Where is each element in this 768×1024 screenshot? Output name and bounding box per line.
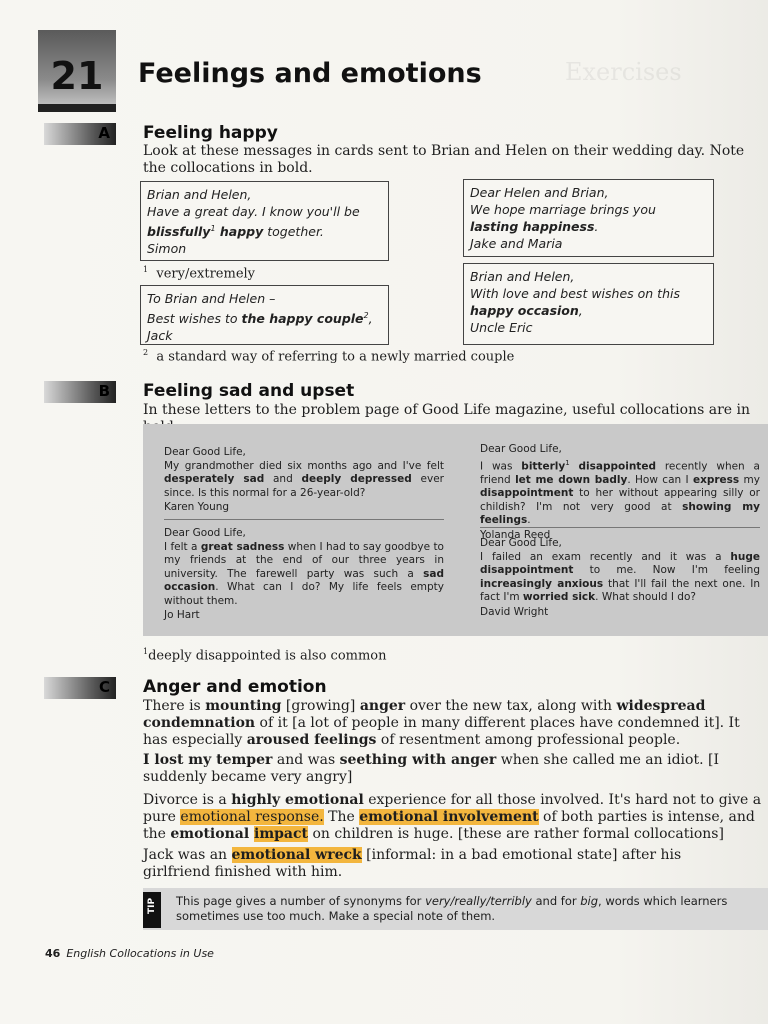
letter-divider xyxy=(480,527,760,528)
letter-signature: Karen Young xyxy=(164,501,230,513)
letter-salutation: Dear Good Life, xyxy=(480,537,562,549)
card-signature: Jack xyxy=(147,328,173,344)
letter-signature: Yolanda Reed xyxy=(480,528,551,541)
section-b-letter: B xyxy=(98,382,110,400)
card-message: Have a great day. I know you'll be blissfully$^1$ happy together. xyxy=(147,204,360,240)
section-a-title: Feeling happy xyxy=(143,123,278,143)
card-message: Best wishes to the happy couple$^2$, xyxy=(147,311,373,327)
section-b-tab xyxy=(44,381,116,403)
card-greeting: To Brian and Helen – xyxy=(147,291,276,306)
card-signature: Simon xyxy=(147,241,187,257)
card-jake-maria xyxy=(463,179,714,257)
letter-divider xyxy=(164,519,444,520)
section-a-letter: A xyxy=(98,124,110,142)
page-number: 46 xyxy=(45,947,61,960)
tip-label: TIP xyxy=(147,897,157,914)
unit-title: Feelings and emotions xyxy=(138,58,482,89)
card-signature: Uncle Eric xyxy=(470,320,533,335)
card-message: With love and best wishes on this happy occasion, xyxy=(470,286,680,318)
bleed-through-text: Exercises xyxy=(565,58,682,86)
tip-text: This page gives a number of synonyms for very/really/terribly and for big, words which learners sometimes use too much. Make a special note of them. xyxy=(176,894,728,923)
card-uncle-eric xyxy=(463,263,714,345)
card-simon xyxy=(140,181,389,261)
section-a-intro: Look at these messages in cards sent to Brian and Helen on their wedding day. Note the collocations in bold. xyxy=(143,143,745,176)
letter-jo xyxy=(164,527,444,623)
card-greeting: Dear Helen and Brian, xyxy=(470,185,609,200)
unit-number-box xyxy=(38,30,116,112)
letter-salutation: Dear Good Life, xyxy=(164,446,246,458)
letter-signature: Jo Hart xyxy=(164,609,200,621)
section-a-footnote-1: $^1$ very/extremely xyxy=(143,265,256,282)
letter-salutation: Dear Good Life, xyxy=(164,527,246,539)
section-c-letter: C xyxy=(98,678,110,696)
card-greeting: Brian and Helen, xyxy=(147,187,252,202)
letter-karen xyxy=(164,446,444,515)
letter-body: My grandmother died six months ago and I've felt desperately sad and deeply depressed ever since. Is this normal for a 26-year-old? xyxy=(164,459,444,499)
card-greeting: Brian and Helen, xyxy=(470,269,575,284)
letter-body: I was bitterly$^1$ disappointed recently when a friend let me down badly. How can I express my disappointment to her without appearing silly or childish? I'm not very good at showing my feelings. xyxy=(480,458,760,526)
section-b-title: Feeling sad and upset xyxy=(143,381,355,401)
section-b-footnote: $^1$deeply disappointed is also common xyxy=(143,647,387,664)
section-c-para-2: I lost my temper and was seething with anger when she called me an idiot. [I suddenly became very angry] xyxy=(143,752,719,785)
section-c-para-3: Divorce is a highly emotional experience for all those involved. It's hard not to give a pure emotional response. The emotional involvement of both parties is intense, and the emotional impact on children is huge. [these are rather formal collocations] xyxy=(143,792,762,842)
tip-tab xyxy=(143,892,161,928)
unit-number: 21 xyxy=(50,54,104,98)
card-signature: Jake and Maria xyxy=(470,236,563,251)
card-jack xyxy=(140,285,389,345)
book-title: English Collocations in Use xyxy=(66,947,214,960)
section-b-intro: In these letters to the problem page of Good Life magazine, useful collocations are in xyxy=(143,402,750,418)
letter-body: I felt a great sadness when I had to say goodbye to my friends at the end of our three years in university. The farewell party was such a sad occasion. What can I do? My life feels empty without them. xyxy=(164,540,444,607)
section-c-para-1: There is mounting [growing] anger over the new tax, along with widespread condemnation of it [a lot of people in many different places have condemned it]. It has especially aroused feelings of resentment among professional people. xyxy=(143,698,740,748)
section-c-para-4: Jack was an emotional wreck [informal: in a bad emotional state] after his girlfriend finished with him. xyxy=(143,847,682,880)
unit-bar xyxy=(38,104,116,112)
section-c-tab xyxy=(44,677,116,699)
page-footer xyxy=(45,947,214,960)
letter-salutation: Dear Good Life, xyxy=(480,443,562,455)
section-a-footnote-2: $^2$ a standard way of referring to a newly married couple xyxy=(143,348,515,365)
card-message: We hope marriage brings you lasting happiness. xyxy=(470,202,656,234)
letter-signature: David Wright xyxy=(480,605,549,618)
letter-david xyxy=(480,537,760,619)
section-c-title: Anger and emotion xyxy=(143,677,327,697)
letter-body: I failed an exam recently and it was a huge disappointment to me. Now I'm feeling increasingly anxious that I'll fail the next one. In fact I'm worried sick. What should I do? xyxy=(480,550,760,603)
section-a-tab xyxy=(44,123,116,145)
